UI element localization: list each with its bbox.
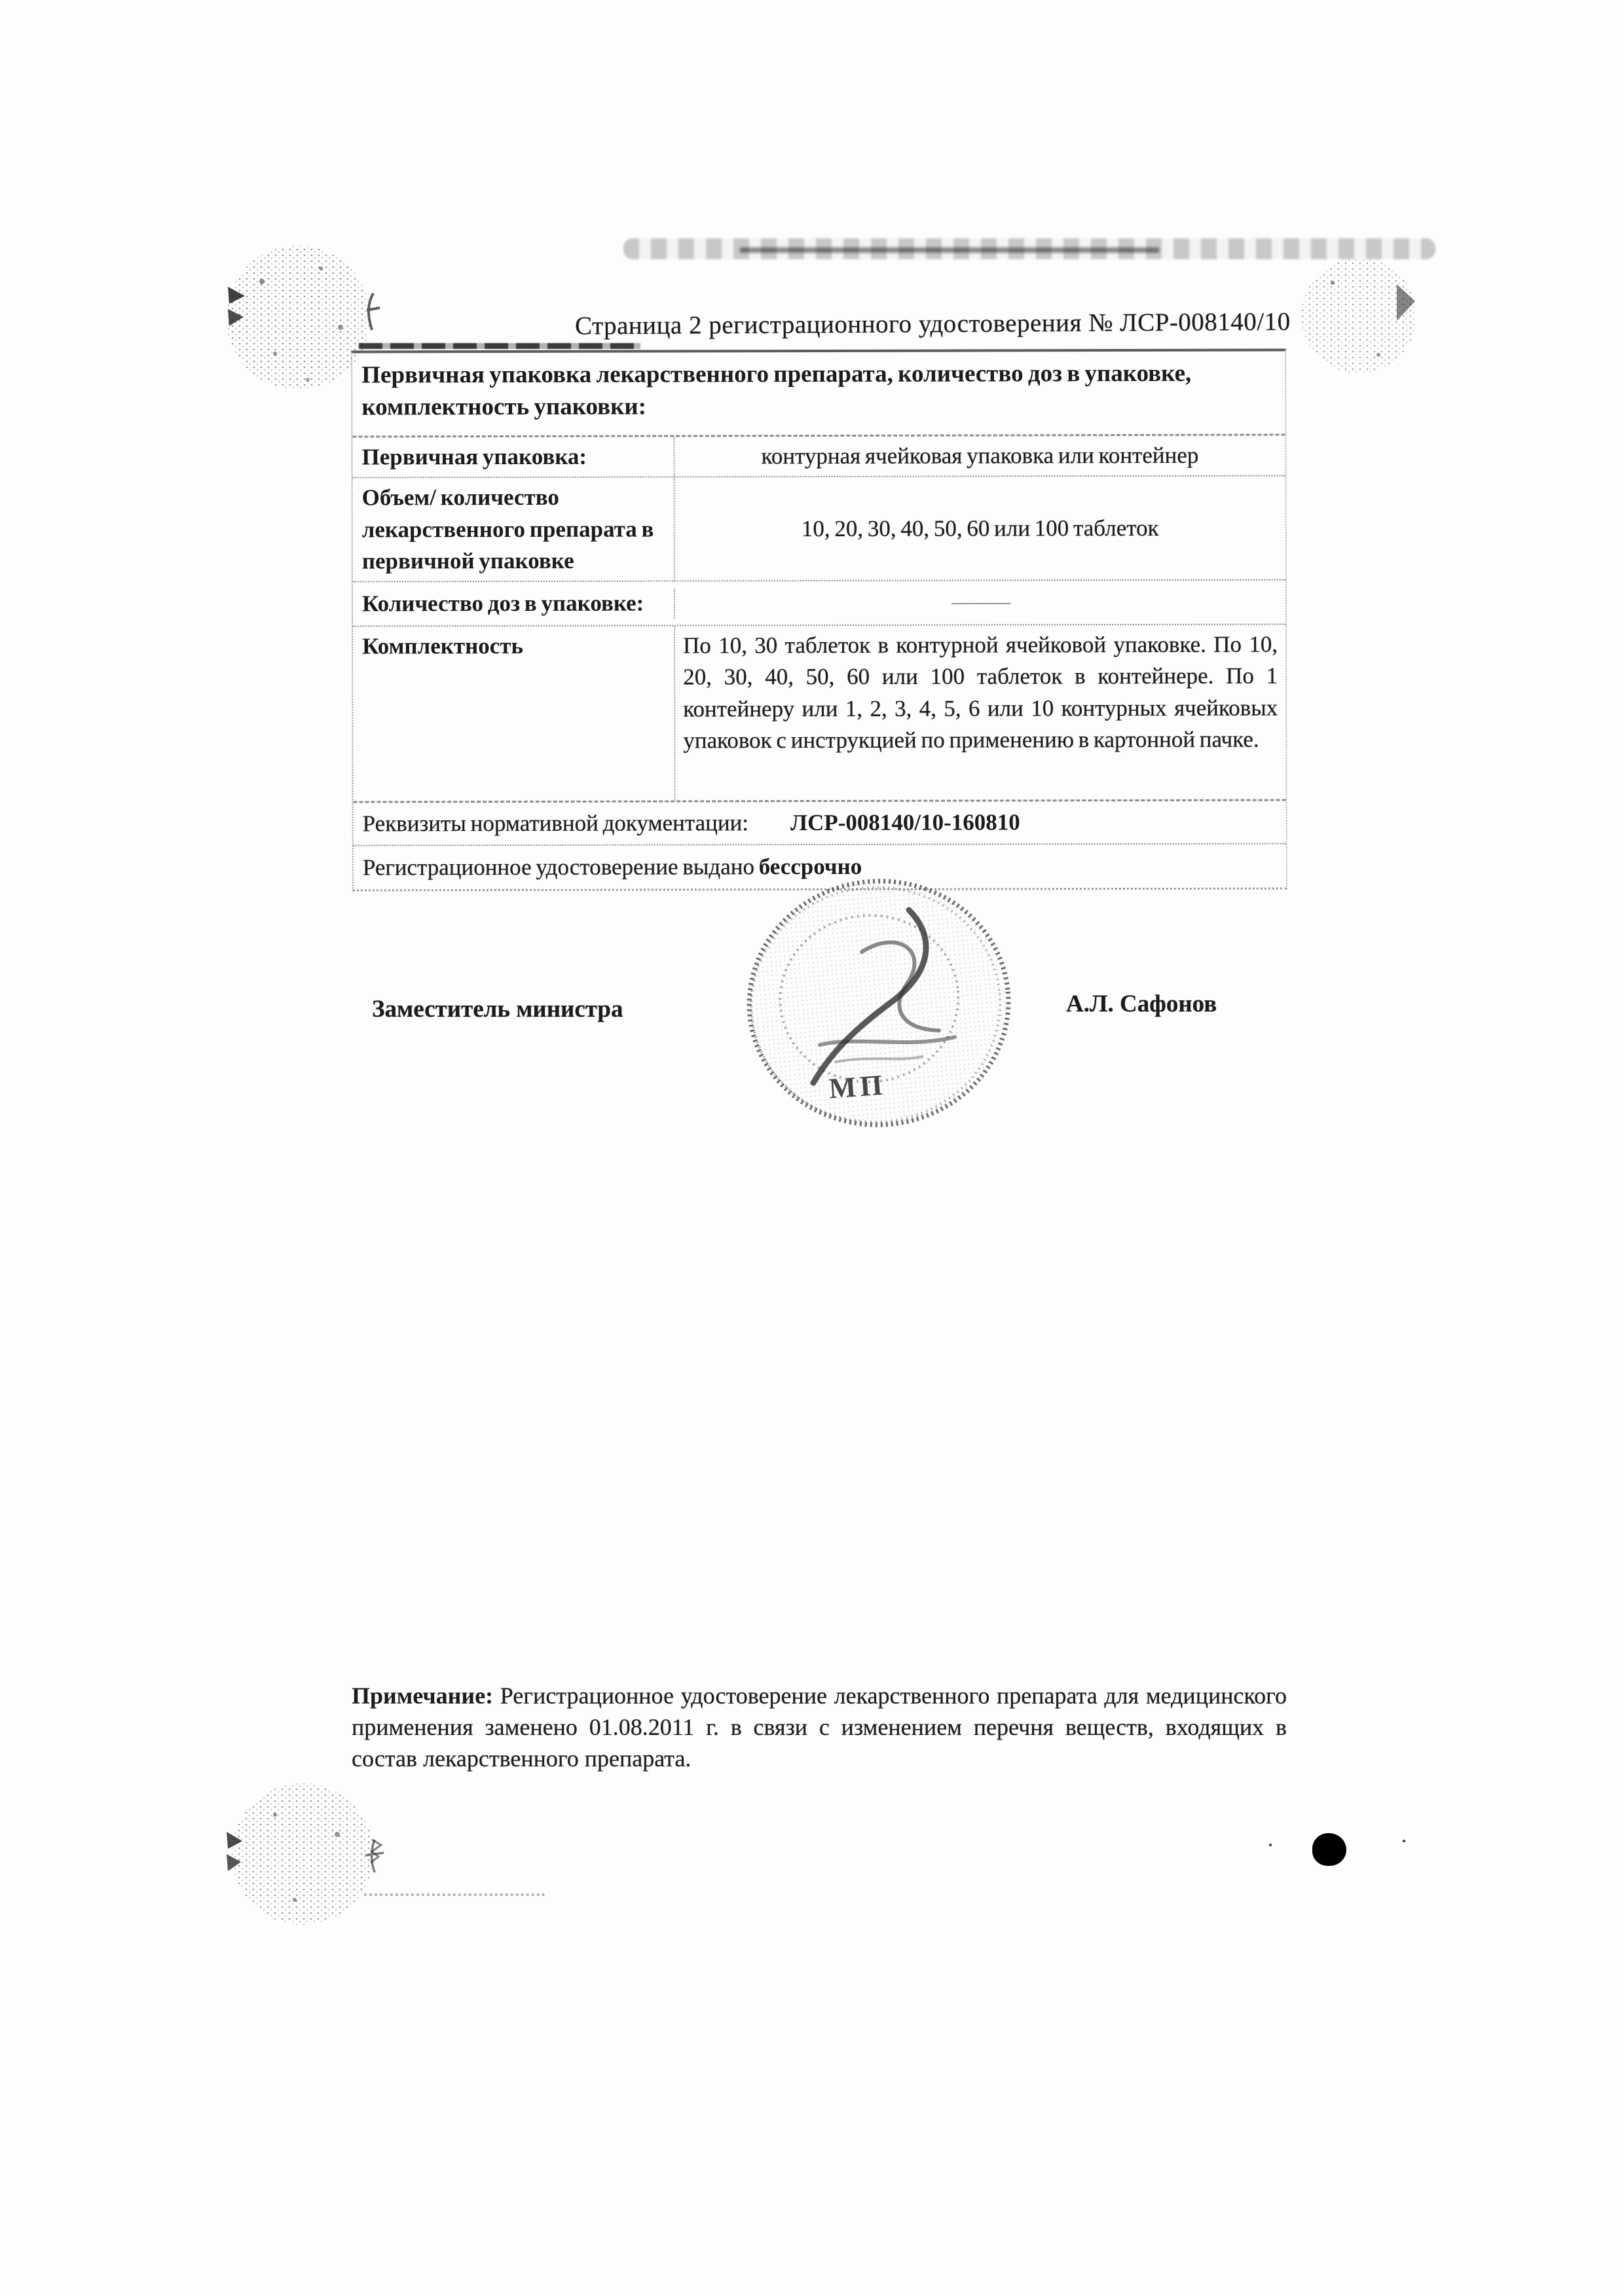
margin-mark-bottom (223, 1828, 253, 1880)
note-paragraph (352, 1680, 1287, 1775)
row-value: 10, 20, 30, 40, 50, 60 или 100 таблеток (674, 477, 1285, 581)
margin-mark-top (225, 282, 255, 334)
row-label: Объем/ количество лекарственного препарата в первичной упаковке (361, 484, 654, 574)
table-row-doses (353, 581, 1285, 627)
table-row-normative-docs (354, 801, 1286, 847)
row-label: Первичная упаковка: (361, 443, 587, 470)
signatory-name: А.Л. Сафонов (1066, 991, 1217, 1017)
punch-hole-dot (1312, 1833, 1346, 1866)
registration-table (351, 349, 1287, 892)
table-row-primary-package (352, 436, 1285, 479)
row-value-dash: ———— (674, 587, 1285, 618)
table-row-volume (353, 477, 1285, 583)
margin-glyph-bottom (361, 1837, 388, 1876)
note-label: Примечание: (352, 1683, 494, 1709)
scan-smudge-streak (740, 247, 1159, 253)
intro-text: Первичная упаковка лекарственного препарата, количество доз в упаковке, комплектность упаковки: (361, 359, 1192, 421)
margin-glyph-top (361, 291, 385, 334)
signatory-title: Заместитель министра (372, 996, 623, 1023)
table-top-dark-streak (359, 343, 640, 349)
stamp-initials: МП (828, 1068, 888, 1105)
stray-speck (1403, 1840, 1405, 1842)
row-label: Реквизиты нормативной документации: (362, 810, 749, 837)
table-row-completeness (353, 625, 1286, 803)
row-label: Количество доз в упаковке: (361, 590, 644, 617)
row-label: Комплектность (362, 633, 524, 659)
row-value: ЛСР-008140/10-160810 (790, 809, 1020, 836)
table-row-intro (352, 352, 1285, 438)
stamp-seal (737, 873, 1023, 1135)
row-value: контурная ячейковая упаковка или контейнер (673, 436, 1285, 477)
note-text: Регистрационное удостоверение лекарственного препарата для медицинского применения заменено 01.08.2011 г. в связи с изменением перечня веществ, входящих в состав лекарственного препарата. (352, 1683, 1287, 1772)
page-header-line: Страница 2 регистрационного удостоверения № ЛСР-008140/10 (574, 307, 1291, 340)
validity-term: бессрочно (758, 853, 862, 880)
row-value: По 10, 30 таблеток в контурной ячейковой упаковке. По 10, 20, 30, 40, 50, 60 или 100 таблеток в контейнере. По 1 контейнеру или 1, 2, 3, 4, 5, 6 или 10 контурных ячейковых упаковок с инструкцией по применению в картонной пачке. (674, 625, 1286, 801)
scan-dotted-noise-line (364, 1893, 545, 1896)
stray-speck (1269, 1844, 1272, 1846)
validity-prefix: Регистрационное удостоверение выдано (362, 854, 759, 881)
